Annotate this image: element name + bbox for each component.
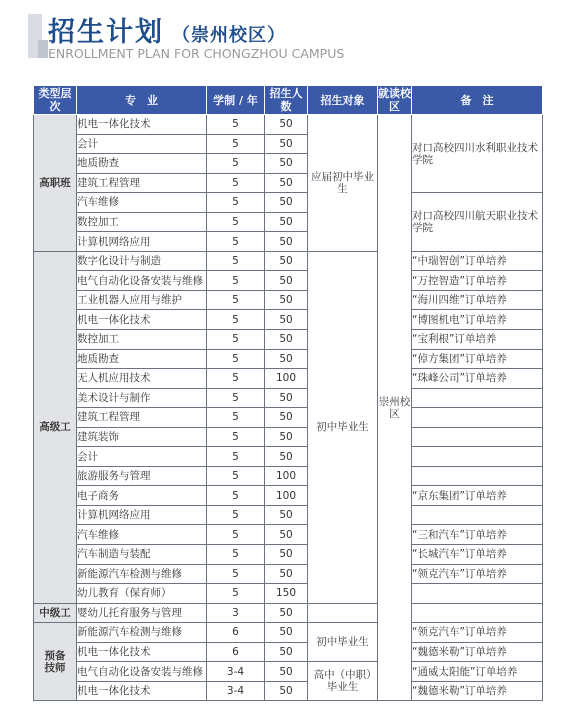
major-cell: 建筑工程管理 xyxy=(77,408,207,428)
count-cell: 50 xyxy=(265,447,308,467)
note-cell xyxy=(412,584,543,604)
table-row xyxy=(34,408,543,428)
table-row xyxy=(34,525,543,545)
col-header-major: 专 业 xyxy=(77,86,207,115)
major-cell: 计算机网络应用 xyxy=(77,232,207,252)
major-cell: 地质勘查 xyxy=(77,349,207,369)
category-cell: 中级工 xyxy=(34,603,77,623)
major-cell: 美术设计与制作 xyxy=(77,388,207,408)
table-row xyxy=(34,603,543,623)
major-cell: 计算机网络应用 xyxy=(77,505,207,525)
note-cell xyxy=(412,388,543,408)
years-cell: 5 xyxy=(207,369,265,389)
years-cell: 5 xyxy=(207,290,265,310)
count-cell: 50 xyxy=(265,173,308,193)
count-cell: 50 xyxy=(265,505,308,525)
note-cell: “中瑞智创”订单培养 xyxy=(412,251,543,271)
category-cell: 高职班 xyxy=(34,115,77,252)
count-cell: 50 xyxy=(265,564,308,584)
table-row xyxy=(34,564,543,584)
major-cell: 汽车制造与装配 xyxy=(77,545,207,565)
page-subtitle: （崇州校区） xyxy=(172,25,286,46)
major-cell: 机电一体化技术 xyxy=(77,310,207,330)
years-cell: 5 xyxy=(207,154,265,174)
table-row xyxy=(34,623,543,643)
major-cell: 数字化设计与制造 xyxy=(77,251,207,271)
major-cell: 电气自动化设备安装与维修 xyxy=(77,271,207,291)
major-cell: 电气自动化设备安装与维修 xyxy=(77,662,207,682)
years-cell: 6 xyxy=(207,642,265,662)
table-row xyxy=(34,193,543,213)
count-cell: 50 xyxy=(265,115,308,135)
col-header-category: 类型层次 xyxy=(34,86,77,115)
count-cell: 50 xyxy=(265,349,308,369)
years-cell: 5 xyxy=(207,134,265,154)
major-cell: 数控加工 xyxy=(77,212,207,232)
note-cell xyxy=(412,505,543,525)
major-cell: 汽车维修 xyxy=(77,193,207,213)
table-row xyxy=(34,330,543,350)
table-row xyxy=(34,662,543,682)
count-cell: 50 xyxy=(265,232,308,252)
count-cell: 50 xyxy=(265,525,308,545)
table-row xyxy=(34,642,543,662)
years-cell: 5 xyxy=(207,584,265,604)
years-cell: 5 xyxy=(207,545,265,565)
table-row xyxy=(34,310,543,330)
table-row xyxy=(34,427,543,447)
major-cell: 旅游服务与管理 xyxy=(77,466,207,486)
enrollment-table xyxy=(33,85,543,701)
note-cell: “珠峰公司”订单培养 xyxy=(412,369,543,389)
count-cell: 50 xyxy=(265,408,308,428)
table-row xyxy=(34,584,543,604)
target-cell: 高中（中职）毕业生 xyxy=(308,662,378,701)
count-cell: 50 xyxy=(265,310,308,330)
note-cell: 对口高校四川航天职业技术学院 xyxy=(412,193,543,252)
note-cell: “海川四维”订单培养 xyxy=(412,290,543,310)
title-decoration-accent xyxy=(38,40,48,58)
note-cell xyxy=(412,603,543,623)
years-cell: 5 xyxy=(207,271,265,291)
count-cell: 50 xyxy=(265,251,308,271)
major-cell: 工业机器人应用与维护 xyxy=(77,290,207,310)
table-row xyxy=(34,388,543,408)
campus-cell: 崇州校区 xyxy=(378,115,412,701)
count-cell: 50 xyxy=(265,642,308,662)
col-header-count: 招生人数 xyxy=(265,86,308,115)
note-cell: “长城汽车”订单培养 xyxy=(412,545,543,565)
note-cell: “倬方集团”订单培养 xyxy=(412,349,543,369)
page-title-english: ENROLLMENT PLAN FOR CHONGZHOU CAMPUS xyxy=(48,46,345,61)
major-cell: 机电一体化技术 xyxy=(77,681,207,701)
count-cell: 50 xyxy=(265,271,308,291)
major-cell: 新能源汽车检测与维修 xyxy=(77,623,207,643)
target-cell: 应届初中毕业生 xyxy=(308,115,378,252)
page-header xyxy=(0,0,564,80)
table-row xyxy=(34,349,543,369)
table-row xyxy=(34,251,543,271)
count-cell: 50 xyxy=(265,193,308,213)
col-header-campus: 就读校区 xyxy=(378,87,411,113)
count-cell: 50 xyxy=(265,427,308,447)
years-cell: 3-4 xyxy=(207,662,265,682)
count-cell: 50 xyxy=(265,154,308,174)
page-title: 招生计划 （崇州校区） xyxy=(48,17,286,48)
major-cell: 建筑装饰 xyxy=(77,427,207,447)
note-cell: 对口高校四川水利职业技术学院 xyxy=(412,115,543,193)
table-row xyxy=(34,447,543,467)
major-cell: 电子商务 xyxy=(77,486,207,506)
years-cell: 5 xyxy=(207,310,265,330)
target-cell: 初中毕业生 xyxy=(308,251,378,603)
major-cell: 地质勘查 xyxy=(77,154,207,174)
years-cell: 5 xyxy=(207,388,265,408)
major-cell: 数控加工 xyxy=(77,330,207,350)
count-cell: 50 xyxy=(265,388,308,408)
table-row xyxy=(34,466,543,486)
note-cell: “宝利根”订单培养 xyxy=(412,330,543,350)
note-cell: “领克汽车”订单培养 xyxy=(412,564,543,584)
major-cell: 无人机应用技术 xyxy=(77,369,207,389)
table-row xyxy=(34,115,543,135)
col-header-years: 学制 / 年 xyxy=(207,86,265,115)
table-row xyxy=(34,369,543,389)
major-cell: 汽车维修 xyxy=(77,525,207,545)
major-cell: 会计 xyxy=(77,447,207,467)
years-cell: 5 xyxy=(207,525,265,545)
major-cell: 婴幼儿托育服务与管理 xyxy=(77,603,207,623)
note-cell: “领克汽车”订单培养 xyxy=(412,623,543,643)
major-cell: 幼儿教育（保育师） xyxy=(77,584,207,604)
count-cell: 50 xyxy=(265,681,308,701)
years-cell: 3 xyxy=(207,603,265,623)
note-cell xyxy=(412,466,543,486)
table-row xyxy=(34,681,543,701)
major-cell: 建筑工程管理 xyxy=(77,173,207,193)
table-header-row xyxy=(34,86,543,115)
years-cell: 5 xyxy=(207,505,265,525)
note-cell xyxy=(412,408,543,428)
count-cell: 50 xyxy=(265,623,308,643)
years-cell: 5 xyxy=(207,251,265,271)
count-cell: 50 xyxy=(265,134,308,154)
target-cell xyxy=(308,603,378,623)
note-cell xyxy=(412,427,543,447)
years-cell: 5 xyxy=(207,115,265,135)
count-cell: 50 xyxy=(265,330,308,350)
table-row xyxy=(34,271,543,291)
count-cell: 50 xyxy=(265,212,308,232)
note-cell: “魏德米勒”订单培养 xyxy=(412,681,543,701)
note-cell: “魏德米勒”订单培养 xyxy=(412,642,543,662)
major-cell: 机电一体化技术 xyxy=(77,642,207,662)
col-header-target: 招生对象 xyxy=(308,86,378,115)
years-cell: 5 xyxy=(207,330,265,350)
col-header-note: 备 注 xyxy=(412,86,543,115)
years-cell: 5 xyxy=(207,447,265,467)
years-cell: 3-4 xyxy=(207,681,265,701)
table-row xyxy=(34,505,543,525)
note-cell: “京东集团”订单培养 xyxy=(412,486,543,506)
category-cell: 高级工 xyxy=(34,251,77,603)
category-cell: 预备技师 xyxy=(34,623,77,701)
major-cell: 会计 xyxy=(77,134,207,154)
years-cell: 5 xyxy=(207,212,265,232)
major-cell: 新能源汽车检测与维修 xyxy=(77,564,207,584)
count-cell: 50 xyxy=(265,290,308,310)
note-cell: “万控智造”订单培养 xyxy=(412,271,543,291)
years-cell: 6 xyxy=(207,623,265,643)
years-cell: 5 xyxy=(207,408,265,428)
count-cell: 150 xyxy=(265,584,308,604)
table-row xyxy=(34,486,543,506)
note-cell xyxy=(412,447,543,467)
years-cell: 5 xyxy=(207,232,265,252)
count-cell: 100 xyxy=(265,486,308,506)
major-cell: 机电一体化技术 xyxy=(77,115,207,135)
table-row xyxy=(34,545,543,565)
years-cell: 5 xyxy=(207,466,265,486)
table-row xyxy=(34,290,543,310)
note-cell: “博图机电”订单培养 xyxy=(412,310,543,330)
years-cell: 5 xyxy=(207,564,265,584)
note-cell: “三和汽车”订单培养 xyxy=(412,525,543,545)
years-cell: 5 xyxy=(207,173,265,193)
years-cell: 5 xyxy=(207,193,265,213)
count-cell: 50 xyxy=(265,545,308,565)
target-cell: 初中毕业生 xyxy=(308,623,378,662)
note-cell: “通威太阳能”订单培养 xyxy=(412,662,543,682)
count-cell: 100 xyxy=(265,369,308,389)
years-cell: 5 xyxy=(207,427,265,447)
count-cell: 50 xyxy=(265,603,308,623)
count-cell: 50 xyxy=(265,662,308,682)
years-cell: 5 xyxy=(207,349,265,369)
count-cell: 100 xyxy=(265,466,308,486)
years-cell: 5 xyxy=(207,486,265,506)
